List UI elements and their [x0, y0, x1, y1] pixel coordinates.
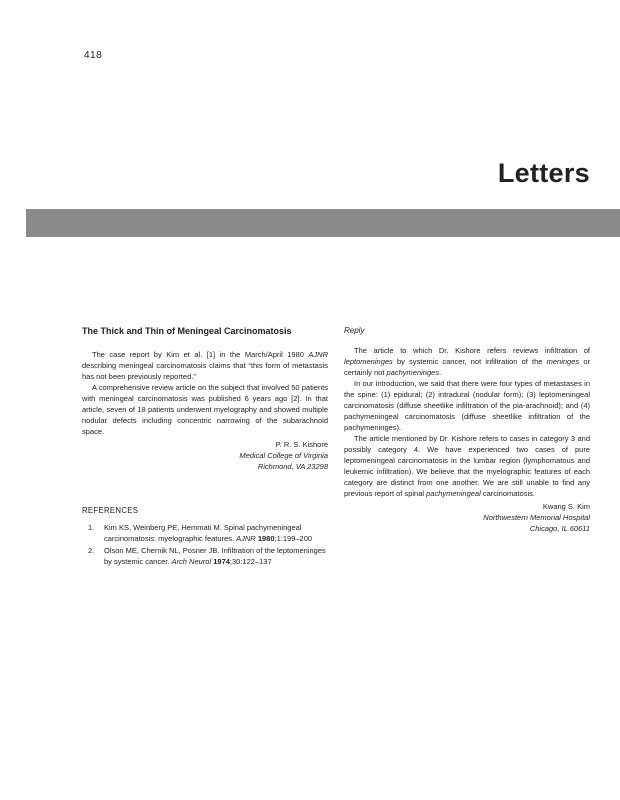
- text: ;1:199–200: [274, 534, 313, 543]
- text: by systemic cancer, not infiltration of the: [392, 357, 547, 366]
- reply-signature: [344, 501, 590, 534]
- author-location: Richmond, VA 23298: [257, 462, 328, 471]
- page-number: 418: [84, 50, 103, 61]
- text: Olson ME, Chernik NL, Posner JB. Infiltration of the leptomeninges by systemic cancer.: [104, 546, 326, 566]
- reference-number: 2.: [88, 546, 95, 555]
- references-heading: REFERENCES: [82, 506, 139, 515]
- reference-year: 1980: [255, 534, 275, 543]
- text: The article mentioned by Dr. Kishore refers to cases in category 3 and possibly category 4. We have experienced two cases of pure leptomeningeal carcinomatosis in the lumbar region (lymphomatous and leukemic infiltration). We believe that the myelographic features of each category are distinct from one another. We are still unable to find any previous report of spinal: [344, 434, 590, 498]
- emphasis: pachymeningeal: [426, 489, 481, 498]
- article-title: The Thick and Thin of Meningeal Carcinomatosis: [82, 326, 292, 336]
- letter-signature: [82, 439, 328, 472]
- text: .: [439, 368, 442, 377]
- reference-number: 1.: [88, 523, 95, 532]
- section-header-band: [26, 209, 620, 237]
- text: Kim KS, Weinberg PE, Hemmati M. Spinal pachymeningeal carcinomatosis: myelographic features.: [104, 523, 302, 543]
- reply-paragraph-1: [344, 345, 590, 378]
- journal-name: AJNR: [236, 534, 256, 543]
- text: carcinomatosis.: [480, 489, 535, 498]
- letter-paragraph-2: A comprehensive review article on the subject that involved 50 patients with meningeal carcinomatosis was published 6 years ago [2]. In that article, seven of 18 patients underwent myelography and showed multiple nodular defects including concentric narrowing of the subarachnoid space.: [82, 383, 328, 436]
- author-name: P. R. S. Kishore: [275, 440, 328, 449]
- section-title: Letters: [497, 158, 590, 188]
- emphasis: leptomeninges: [344, 357, 393, 366]
- reply-paragraph-3: [344, 433, 590, 499]
- reference-text: [104, 522, 328, 544]
- text: The case report by Kim et al. [1] in the March/April 1980: [92, 350, 309, 359]
- journal-name: Arch Neurol: [171, 557, 212, 566]
- author-affiliation: Medical College of Virginia: [239, 451, 328, 460]
- author-location: Chicago, IL 60611: [529, 524, 590, 533]
- reference-year: 1974: [211, 557, 230, 566]
- reference-item: [82, 545, 328, 567]
- letter-paragraph-1: [82, 349, 328, 382]
- reference-item: [82, 522, 328, 544]
- letter-column: [82, 326, 328, 568]
- text: or certainly not: [344, 357, 590, 377]
- text: ;30:122–137: [229, 557, 272, 566]
- author-affiliation: Northwestern Memorial Hospital: [483, 513, 590, 522]
- reply-paragraph-2: In our introduction, we said that there were four types of metastases in the spine: (1) epidural; (2) intradural (nodular form); (3) leptomeningeal carcinomatosis (diffuse sheetlike infiltration of the pia-arachnoid); and (4) pachymeningeal carcinomatosis (diffuse sheetlike infiltration of the pachymeninges).: [344, 379, 590, 432]
- reply-column: [344, 325, 590, 534]
- reply-label: Reply: [344, 326, 365, 335]
- emphasis: meninges: [546, 357, 580, 366]
- text: describing meningeal carcinomatosis claims that “this form of metastasis has not been previously reported.”: [82, 361, 328, 381]
- emphasis: pachymeninges: [386, 368, 440, 377]
- reference-text: [104, 545, 328, 567]
- journal-name: AJNR: [308, 350, 328, 359]
- text: The article to which Dr. Kishore refers reviews infiltration of: [354, 346, 590, 355]
- author-name: Kwang S. Kim: [542, 502, 590, 511]
